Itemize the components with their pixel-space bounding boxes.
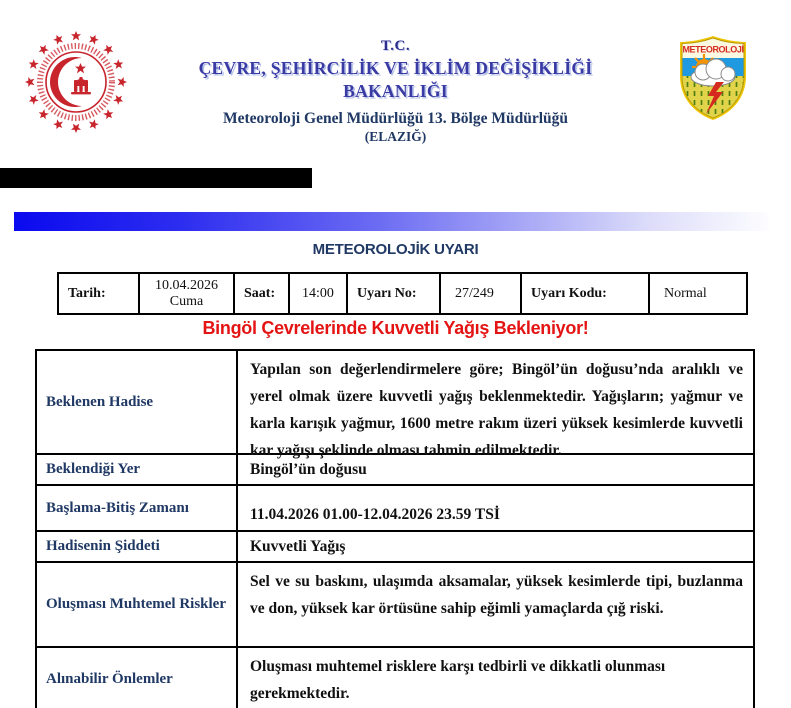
meteorology-logo-icon [678,36,748,120]
table-row [37,563,753,648]
time-value: 14:00 [290,274,348,313]
warning-no-value: 27/249 [441,274,522,313]
tc-line: T.C. [380,38,411,54]
time-label: Saat: [235,274,290,313]
warning-detail-table [35,349,755,708]
logo-text: METEOROLOJİ [682,44,744,55]
warning-no-label: Uyarı No: [348,274,441,313]
table-row [37,532,753,563]
warning-code-label: Uyarı Kodu: [522,274,650,313]
row-label: Başlama-Bitiş Zamanı [37,486,238,530]
row-label: Oluşması Muhtemel Riskler [37,563,238,646]
row-value: Sel ve su baskını, ulaşımda aksamalar, yüksek kesimlerde tipi, buzlanma ve don, yüksek kar örtüsüne sahip eğimli yamaçlarda çığ riski. [250,573,743,617]
date-value: 10.04.2026 Cuma [140,274,235,313]
date-label: Tarih: [59,274,140,313]
table-row [37,455,753,486]
table-row [37,351,753,459]
warning-code-value: Normal [664,285,707,301]
document-header [0,38,791,145]
ministry-name-line1: ÇEVRE, ŞEHİRCİLİK VE İKLİM DEĞİŞİKLİĞİ [198,58,593,78]
row-value: Oluşması muhtemel risklere karşı tedbirli ve dikkatli olunması gerekmektedir. [250,658,666,702]
row-label: Beklenen Hadise [37,351,238,453]
row-value: Yapılan son değerlendirmelere göre; Bingöl’ün doğusu’nda aralıklı ve yerel olmak üzere kuvvetli yağış beklenmektedir. Yağışların; yağmur ve karla karışık yağmur, 1600 metre rakım üzeri yüksek kesimlerde kuvvetli kar yağışı şeklinde olması tahmin edilmektedir. [250,361,743,459]
row-label: Beklendiği Yer [37,455,238,484]
city-line: (ELAZIĞ) [364,129,427,144]
warning-info-table [57,272,748,315]
black-divider-bar [0,168,312,188]
row-label: Alınabilir Önlemler [37,648,238,708]
ministry-name-line2: BAKANLIĞI [343,81,448,101]
directorate-line: Meteoroloji Genel Müdürlüğü 13. Bölge Müdürlüğü [222,110,569,127]
section-title: METEOROLOJİK UYARI [312,241,479,258]
row-value: Kuvvetli Yağış [250,537,346,555]
table-row [37,486,753,532]
row-value: 11.04.2026 01.00-12.04.2026 23.59 TSİ [250,506,500,524]
row-value: Bingöl’ün doğusu [250,460,367,478]
row-label: Hadisenin Şiddeti [37,532,238,561]
warning-headline: Bingöl Çevrelerinde Kuvvetli Yağış Bekleniyor! [202,318,589,338]
table-row [37,648,753,708]
blue-gradient-bar [14,212,769,231]
